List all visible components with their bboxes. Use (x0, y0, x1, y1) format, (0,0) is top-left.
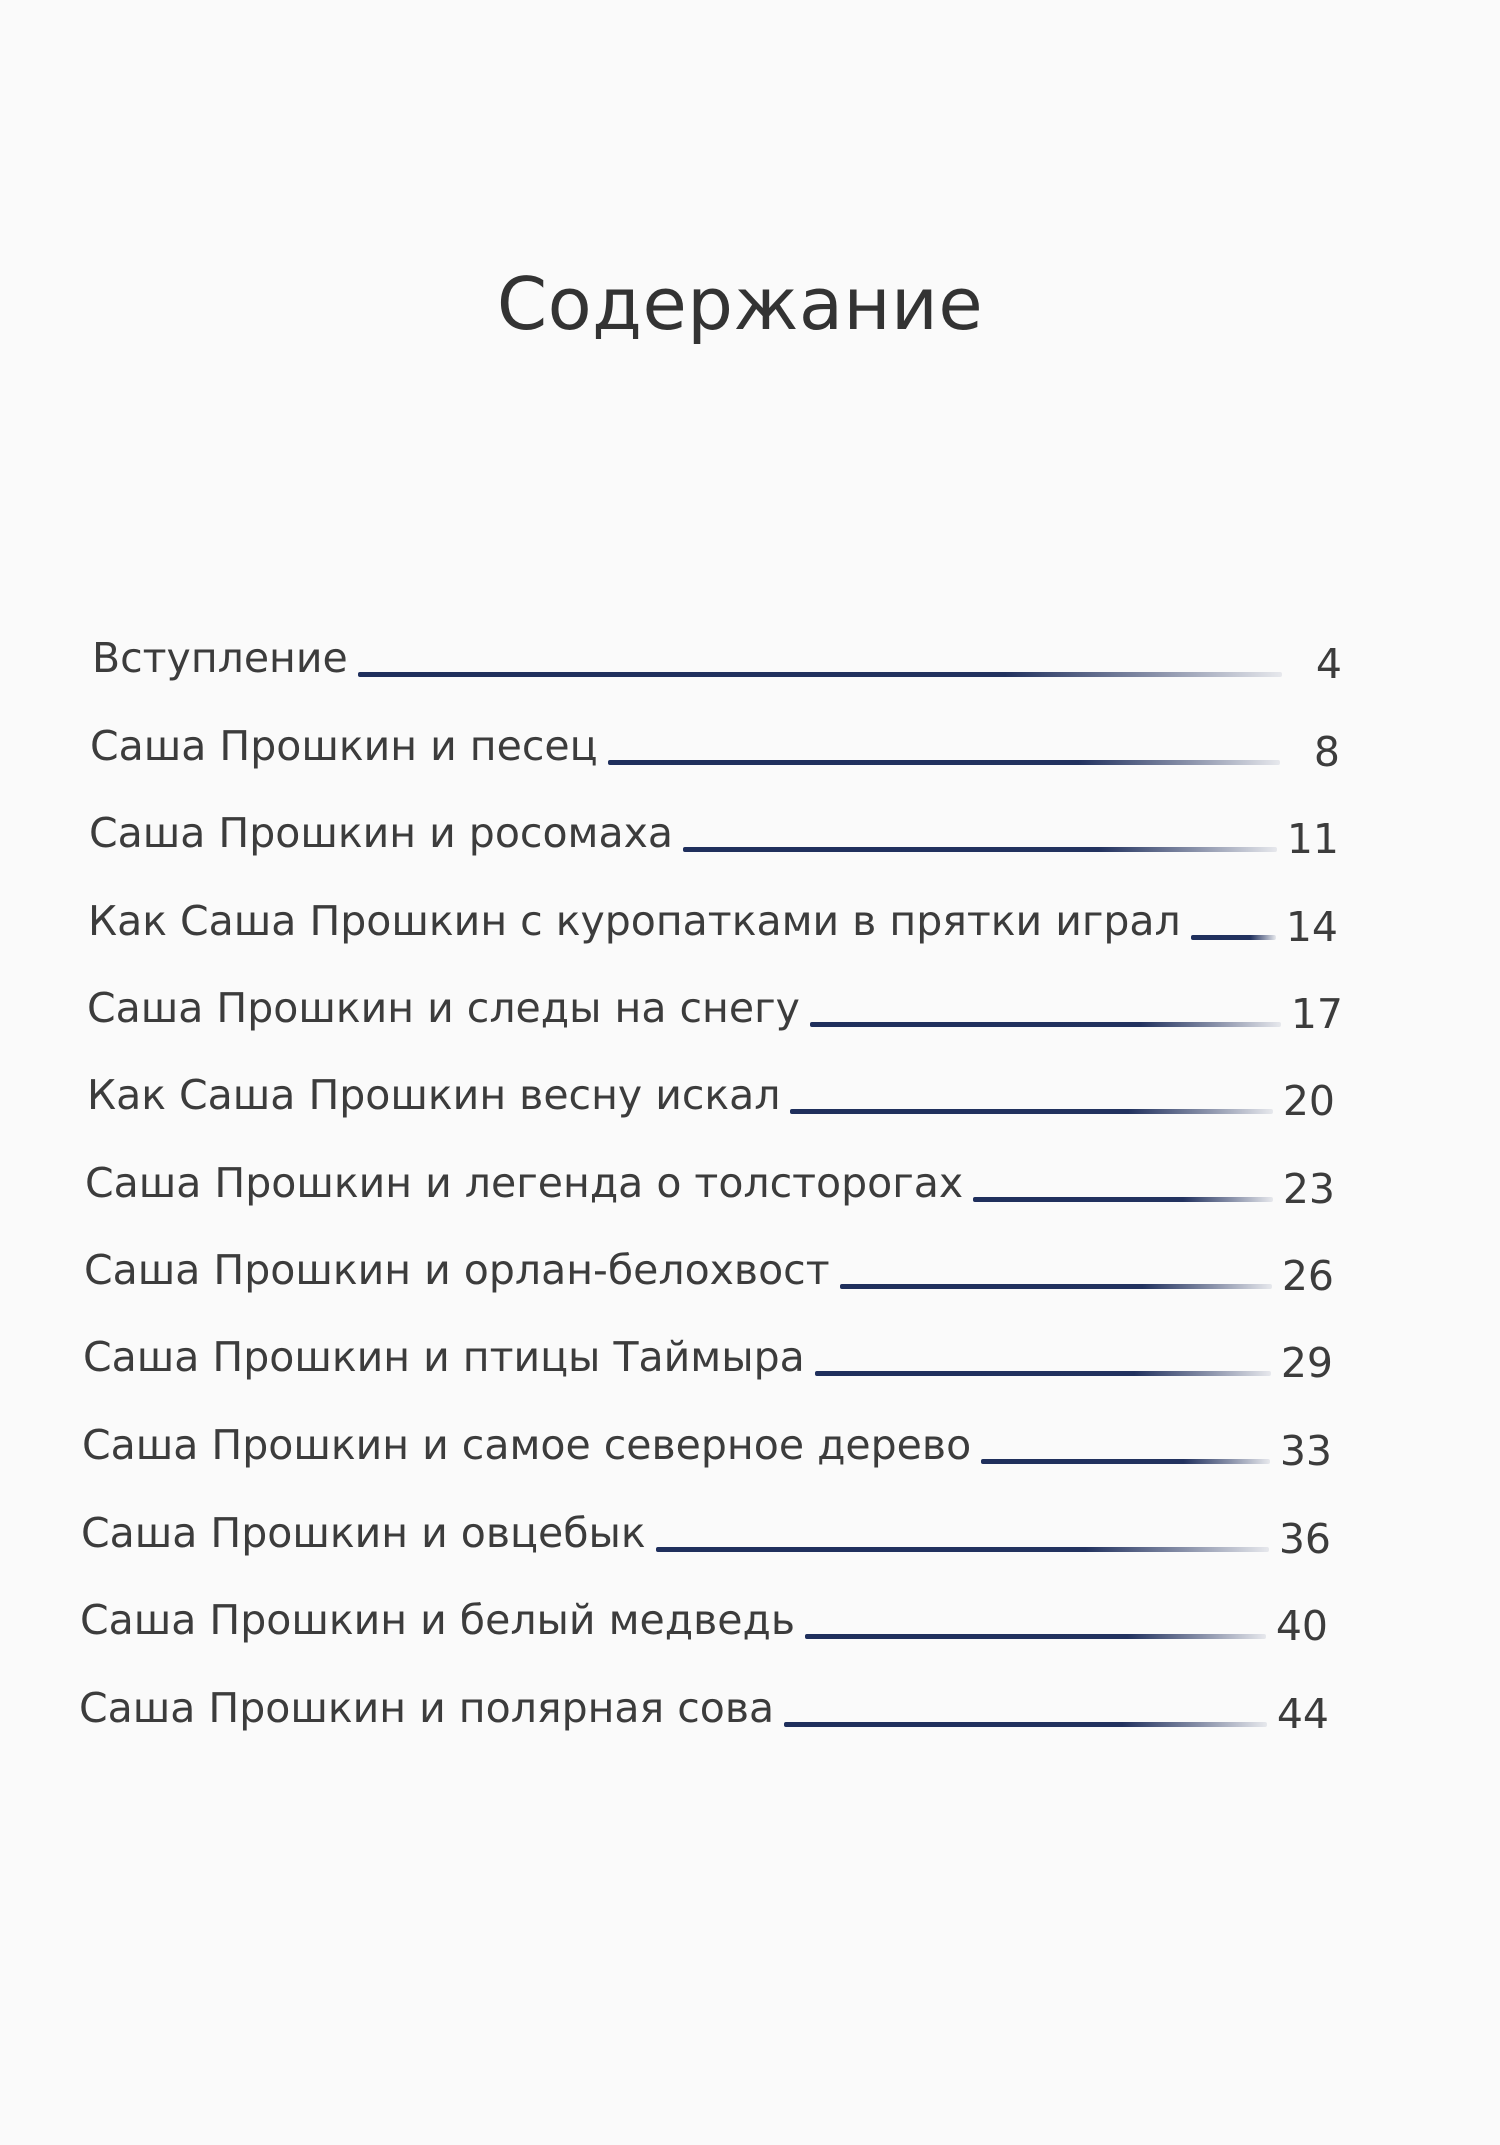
toc-leader-line (973, 1197, 1273, 1202)
toc-entry[interactable] (83, 1324, 1333, 1387)
toc-page-number: 14 (1285, 903, 1338, 951)
toc-leader-line (683, 847, 1277, 852)
toc-leader-line (608, 760, 1280, 765)
toc-entry[interactable] (87, 1062, 1335, 1125)
toc-entry-title: Саша Прошкин и песец (90, 722, 598, 770)
toc-page-number: 36 (1278, 1515, 1331, 1563)
toc-entry-title: Как Саша Прошкин с куропатками в прятки играл (88, 897, 1181, 945)
toc-page-number: 11 (1286, 815, 1339, 863)
toc-page-number: 40 (1275, 1602, 1328, 1650)
toc-page-number: 26 (1281, 1252, 1334, 1300)
toc-leader-line (815, 1371, 1271, 1376)
toc-page-number: 23 (1282, 1165, 1335, 1213)
toc-entry[interactable] (90, 713, 1340, 776)
toc-entry-title: Саша Прошкин и самое северное дерево (82, 1421, 972, 1469)
toc-entry[interactable] (88, 888, 1338, 951)
toc-page-number: 20 (1282, 1077, 1335, 1125)
toc-leader-line (358, 672, 1282, 677)
toc-entry-title: Саша Прошкин и росомаха (89, 809, 673, 857)
toc-leader-line (784, 1722, 1267, 1727)
toc-page-number: 4 (1315, 640, 1342, 688)
toc-entry-title: Саша Прошкин и белый медведь (80, 1596, 795, 1644)
toc-entry[interactable] (85, 1150, 1335, 1213)
toc-entry[interactable] (92, 625, 1342, 688)
toc-entry[interactable] (81, 1500, 1331, 1563)
toc-page-number: 29 (1280, 1339, 1333, 1387)
toc-entry-title: Как Саша Прошкин весну искал (87, 1071, 781, 1119)
toc-entry-title: Саша Прошкин и полярная сова (79, 1684, 775, 1732)
toc-page-number: 44 (1276, 1690, 1329, 1738)
toc-entry[interactable] (84, 1237, 1334, 1300)
toc-entry-title: Вступление (92, 634, 348, 682)
toc-entry-title: Саша Прошкин и орлан-белохвост (84, 1246, 830, 1294)
toc-entry-title: Саша Прошкин и птицы Таймыра (83, 1333, 805, 1381)
toc-entry[interactable] (87, 975, 1343, 1038)
toc-entry[interactable] (79, 1675, 1329, 1738)
toc-entry[interactable] (80, 1587, 1328, 1650)
toc-leader-line (810, 1022, 1281, 1027)
toc-page-number: 17 (1290, 990, 1343, 1038)
toc-leader-line (981, 1459, 1270, 1464)
toc-entry[interactable] (82, 1412, 1332, 1475)
toc-entry[interactable] (89, 800, 1339, 863)
toc-page-number: 8 (1313, 728, 1340, 776)
toc-leader-line (840, 1284, 1272, 1289)
toc-leader-line (1191, 935, 1276, 940)
toc-entry-title: Саша Прошкин и овцебык (81, 1509, 646, 1557)
toc-page-number: 33 (1279, 1427, 1332, 1475)
toc-leader-line (790, 1109, 1272, 1114)
toc-leader-line (656, 1547, 1269, 1552)
toc-leader-line (805, 1634, 1266, 1639)
toc-entry-title: Саша Прошкин и легенда о толсторогах (85, 1159, 964, 1207)
page-title: Содержание (496, 262, 984, 346)
toc-entry-title: Саша Прошкин и следы на снегу (87, 984, 800, 1032)
